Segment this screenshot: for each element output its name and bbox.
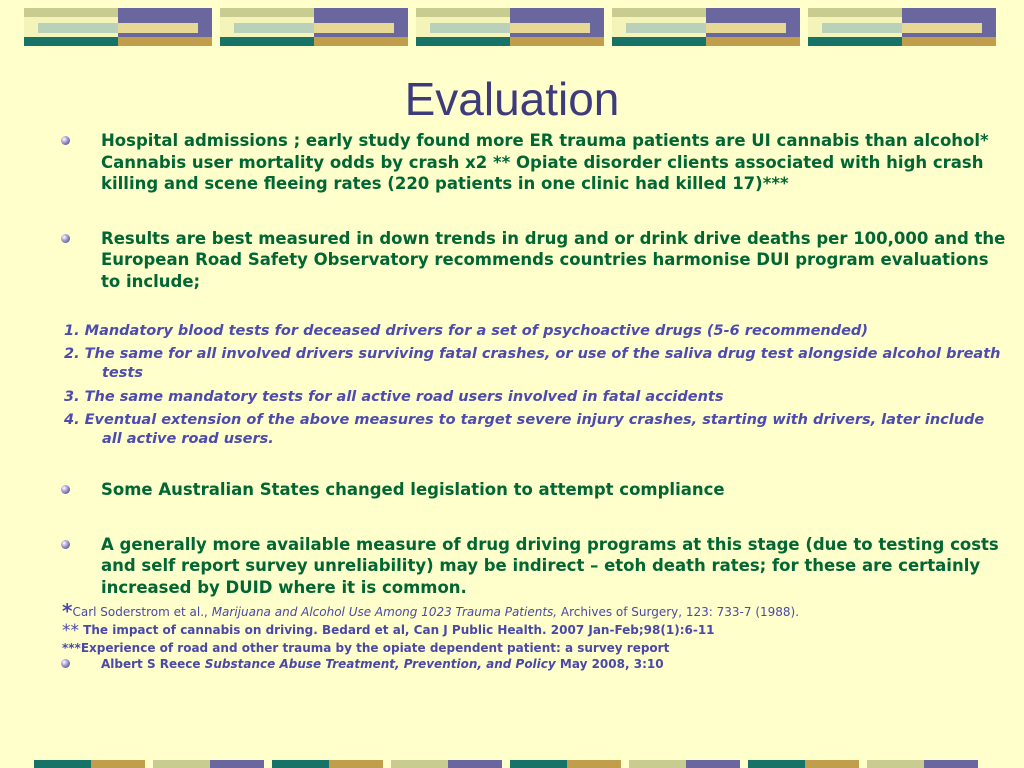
- bullet-text: Results are best measured in down trends in drug and or drink drive deaths per 100,000 and the European Road Safety Observatory recommends countries harmonise DUI program evaluations to include;: [101, 228, 1006, 291]
- strip-segment: [805, 760, 859, 768]
- strip-segment: [686, 760, 740, 768]
- banner-tile: [808, 8, 996, 46]
- reference-text: Experience of road and other trauma by the opiate dependent patient: a survey report: [80, 641, 670, 655]
- banner-tile: [220, 8, 408, 46]
- strip-segment: [867, 760, 924, 768]
- strip-segment: [329, 760, 383, 768]
- reference-journal: Substance Abuse Treatment, Prevention, and Policy: [204, 657, 556, 671]
- banner-tile: [24, 8, 212, 46]
- reference-1: [62, 599, 1024, 623]
- bullet-dot-icon: [61, 540, 70, 549]
- top-decorative-banner: [0, 8, 1024, 48]
- strip-segment: [924, 760, 978, 768]
- bullet-item: [101, 228, 1010, 293]
- banner-tile: [416, 8, 604, 46]
- bullet-dot-icon: [61, 659, 70, 668]
- reference-marker: *: [62, 599, 73, 623]
- bullet-dot-icon: [61, 485, 70, 494]
- bullet-item: [101, 534, 1010, 599]
- reference-marker: **: [62, 621, 79, 641]
- reference-author: Albert S Reece: [101, 657, 205, 671]
- reference-text: The impact of cannabis on driving. Bedard et al, Can J Public Health. 2007 Jan-Feb;98(1):6-11: [79, 623, 715, 637]
- reference-marker: ***: [62, 641, 81, 655]
- bullet-text: A generally more available measure of drug driving programs at this stage (due to testing costs and self report survey unreliability) may be indirect – etoh death rates; for these are certainly increased by DUID where it is common.: [101, 534, 999, 597]
- bullet-dot-icon: [61, 136, 70, 145]
- strip-segment: [34, 760, 91, 768]
- reference-authors: Carl Soderstrom et al.,: [72, 605, 212, 619]
- strip-segment: [448, 760, 502, 768]
- reference-2: [62, 621, 1024, 640]
- numbered-item: 3. The same mandatory tests for all active road users involved in fatal accidents: [64, 389, 724, 405]
- strip-segment: [567, 760, 621, 768]
- strip-segment: [629, 760, 686, 768]
- strip-segment: [91, 760, 145, 768]
- strip-segment: [748, 760, 805, 768]
- numbered-item: 1. Mandatory blood tests for deceased drivers for a set of psychoactive drugs (5-6 recommended): [64, 323, 868, 339]
- banner-tile: [612, 8, 800, 46]
- reference-source: Archives of Surgery, 123: 733-7 (1988).: [557, 605, 800, 619]
- strip-segment: [210, 760, 264, 768]
- reference-title: Marijuana and Alcohol Use Among 1023 Trauma Patients,: [211, 605, 558, 619]
- bullet-text: Hospital admissions ; early study found more ER trauma patients are UI cannabis than alcohol* Cannabis user mortality odds by crash x2 ** Opiate disorder clients associated with high crash killing and scene fleeing rates (220 patients in one clinic had killed 17)***: [101, 131, 989, 193]
- numbered-item: 2. The same for all involved drivers surviving fatal crashes, or use of the saliva drug test alongside alcohol breath tests: [64, 346, 1001, 381]
- slide-content: [0, 130, 1024, 672]
- slide-title: Evaluation: [404, 73, 620, 125]
- numbered-item: 4. Eventual extension of the above measures to target severe injury crashes, starting with drivers, later include all active road users.: [64, 412, 985, 447]
- strip-segment: [272, 760, 329, 768]
- bullet-item: [101, 479, 1010, 501]
- reference-3: [62, 640, 1024, 656]
- bullet-dot-icon: [61, 234, 70, 243]
- strip-segment: [391, 760, 448, 768]
- strip-segment: [153, 760, 210, 768]
- reference-3-author: [101, 656, 1024, 672]
- reference-issue: May 2008, 3:10: [555, 657, 664, 671]
- bottom-decorative-strip: [0, 760, 1024, 768]
- bullet-item: [101, 130, 1010, 195]
- strip-segment: [510, 760, 567, 768]
- bullet-text: Some Australian States changed legislation to attempt compliance: [101, 480, 725, 499]
